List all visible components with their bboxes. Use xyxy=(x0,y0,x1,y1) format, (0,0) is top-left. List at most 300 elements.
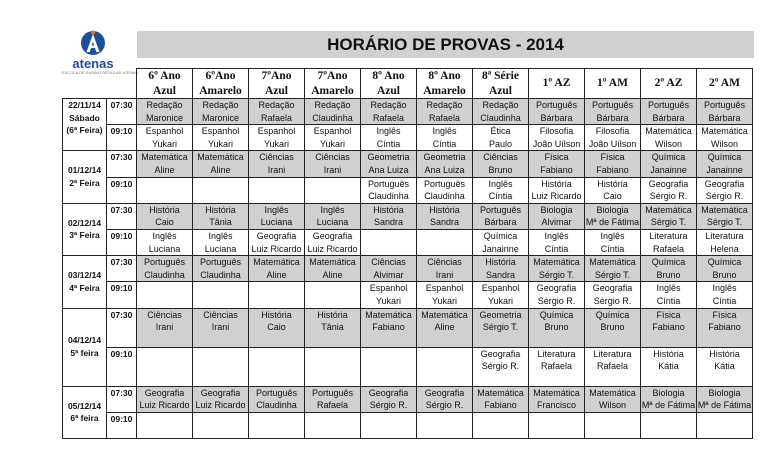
exam-teacher: Aline xyxy=(266,269,287,280)
exam-teacher: Cíntia xyxy=(544,243,569,254)
exam-subject: Inglês xyxy=(432,126,457,137)
exam-cell xyxy=(697,125,753,151)
exam-teacher: Irani xyxy=(211,322,230,333)
exam-cell xyxy=(193,282,249,308)
exam-subject: Ciências xyxy=(203,309,238,320)
exam-teacher: Bruno xyxy=(600,322,625,333)
exam-subject: Matemática xyxy=(477,387,524,398)
exam-subject: Geografia xyxy=(536,283,577,294)
exam-subject: Português xyxy=(647,100,690,110)
exam-cell xyxy=(529,99,585,125)
exam-teacher: Bruno xyxy=(544,322,569,333)
time-slot: 09:10 xyxy=(107,412,137,438)
column-header-line: 8º Ano xyxy=(428,70,461,82)
column-header xyxy=(641,69,697,99)
exam-subject: História xyxy=(149,204,180,215)
exam-teacher: Sérgio R. xyxy=(425,400,464,411)
exam-subject: Química xyxy=(651,257,686,268)
exam-subject: Geografia xyxy=(424,387,465,398)
exam-teacher: Sandra xyxy=(485,269,516,280)
column-header-line: 7ºAno xyxy=(317,70,348,82)
exam-subject: História xyxy=(709,348,740,359)
exam-cell xyxy=(529,151,585,177)
schedule-row xyxy=(63,99,753,125)
column-header xyxy=(361,69,417,99)
exam-teacher: Mª de Fátima xyxy=(697,400,752,411)
exam-cell xyxy=(417,256,473,282)
exam-subject: Português xyxy=(703,100,746,110)
exam-teacher: Paulo xyxy=(488,138,513,149)
exam-subject: Biologia xyxy=(596,204,629,215)
column-header xyxy=(137,69,193,99)
exam-subject: Português xyxy=(423,178,466,189)
time-slot: 07:30 xyxy=(107,308,137,347)
exam-cell xyxy=(305,308,361,347)
exam-cell xyxy=(473,151,529,177)
day-label-line: 4ª Feira xyxy=(69,282,100,293)
exam-subject: Matemática xyxy=(701,126,748,137)
exam-teacher: Luiz Ricardo xyxy=(195,400,246,411)
exam-teacher: Aline xyxy=(322,269,343,280)
exam-teacher: Sérgio T. xyxy=(538,269,575,280)
exam-subject: Ciências xyxy=(371,257,406,268)
exam-subject: Redação xyxy=(258,100,295,110)
exam-teacher: Claudinha xyxy=(424,191,465,202)
exam-teacher: Sérgio R. xyxy=(593,295,632,306)
exam-cell xyxy=(697,151,753,177)
day-label-line: 01/12/14 xyxy=(67,165,102,176)
exam-cell xyxy=(641,229,697,255)
exam-cell xyxy=(417,203,473,229)
exam-teacher: Cíntia xyxy=(488,191,513,202)
exam-cell xyxy=(585,308,641,347)
exam-cell xyxy=(529,308,585,347)
exam-subject: Espanhol xyxy=(369,283,408,294)
exam-subject: Inglês xyxy=(488,178,513,189)
exam-cell xyxy=(193,256,249,282)
column-header-line: 8º Ano xyxy=(372,70,405,82)
exam-subject: Inglês xyxy=(320,204,345,215)
column-header xyxy=(305,69,361,99)
exam-cell xyxy=(417,229,473,255)
schedule-row xyxy=(63,229,753,255)
exam-teacher: Rafaela xyxy=(540,361,573,372)
time-slot: 09:10 xyxy=(107,282,137,308)
exam-subject: Química xyxy=(707,257,742,268)
day-label-line: 5ª feira xyxy=(70,348,99,358)
exam-subject: Geografia xyxy=(704,178,745,189)
exam-subject: Matemática xyxy=(309,257,356,268)
exam-teacher: Sérgio T. xyxy=(594,269,631,280)
exam-cell xyxy=(137,125,193,151)
exam-cell xyxy=(697,99,753,125)
exam-cell xyxy=(529,177,585,203)
exam-cell xyxy=(249,412,305,438)
corner-cell xyxy=(107,69,137,99)
exam-subject: Química xyxy=(483,230,518,241)
exam-cell xyxy=(305,256,361,282)
exam-cell xyxy=(641,412,697,438)
column-header-line: 6º Ano xyxy=(148,70,181,82)
exam-cell xyxy=(193,412,249,438)
exam-cell xyxy=(305,386,361,412)
exam-cell xyxy=(473,177,529,203)
exam-subject: Matemática xyxy=(197,152,244,163)
exam-subject: Química xyxy=(707,152,742,163)
exam-teacher: Caio xyxy=(267,322,286,333)
exam-teacher: Claudinha xyxy=(480,112,521,123)
exam-cell xyxy=(361,347,417,386)
exam-cell xyxy=(193,308,249,347)
exam-subject: Matemática xyxy=(533,387,580,398)
exam-subject: Geografia xyxy=(256,230,297,241)
exam-subject: Ciências xyxy=(147,309,182,320)
exam-subject: Literatura xyxy=(705,230,744,241)
exam-teacher: Tânia xyxy=(209,217,232,228)
exam-teacher: Luciana xyxy=(260,217,293,228)
schedule-row xyxy=(63,308,753,347)
day-label xyxy=(63,308,107,386)
exam-cell xyxy=(361,125,417,151)
exam-subject: Redação xyxy=(146,100,183,110)
exam-teacher: Janainne xyxy=(482,243,519,254)
exam-subject: Filosofia xyxy=(539,126,574,137)
exam-subject: História xyxy=(597,178,628,189)
column-header xyxy=(585,69,641,99)
schedule-body xyxy=(63,99,753,439)
exam-teacher: Rafaela xyxy=(652,243,685,254)
exam-cell xyxy=(641,256,697,282)
exam-teacher: Fabiano xyxy=(596,164,629,175)
exam-subject: Literatura xyxy=(537,348,576,359)
exam-cell xyxy=(193,151,249,177)
exam-teacher: Wilson xyxy=(598,400,626,411)
exam-subject: Ciências xyxy=(427,257,462,268)
exam-subject: Ciências xyxy=(259,152,294,163)
logo-tagline: ESCOLA DE ENSINO REGULAR ATENAS xyxy=(62,70,139,75)
exam-teacher: Rafaela xyxy=(372,112,405,123)
exam-teacher: Kátia xyxy=(658,361,679,372)
exam-teacher: Bárbara xyxy=(652,112,685,123)
column-header-line: Azul xyxy=(489,84,512,97)
column-header-line: 1º AZ xyxy=(542,77,571,90)
exam-cell xyxy=(417,177,473,203)
exam-cell xyxy=(529,282,585,308)
exam-cell xyxy=(585,256,641,282)
page-title: HORÁRIO DE PROVAS - 2014 xyxy=(137,31,754,58)
exam-subject: Literatura xyxy=(593,348,632,359)
exam-subject: Geometria xyxy=(479,309,522,320)
exam-cell xyxy=(249,386,305,412)
column-header-line: 7ºAno xyxy=(261,70,292,82)
exam-teacher: Yukari xyxy=(431,295,457,306)
exam-cell xyxy=(417,282,473,308)
exam-cell xyxy=(417,412,473,438)
exam-teacher: Bárbara xyxy=(596,112,629,123)
exam-cell xyxy=(305,282,361,308)
exam-teacher: Tânia xyxy=(321,322,344,333)
exam-cell xyxy=(473,229,529,255)
exam-teacher: Claudinha xyxy=(200,269,241,280)
exam-subject: Português xyxy=(367,178,410,189)
exam-subject: Inglês xyxy=(264,204,289,215)
schedule-row xyxy=(63,203,753,229)
column-header xyxy=(249,69,305,99)
exam-subject: Geografia xyxy=(368,387,409,398)
exam-cell xyxy=(529,256,585,282)
day-label-line: 22/11/14 xyxy=(68,100,101,110)
exam-subject: Português xyxy=(479,204,522,215)
exam-teacher: Sérgio R. xyxy=(705,191,744,202)
schedule-row xyxy=(63,386,753,412)
exam-subject: Matemática xyxy=(253,257,300,268)
column-header-line: 1º AM xyxy=(597,77,628,90)
day-label xyxy=(63,99,107,151)
exam-cell xyxy=(697,229,753,255)
exam-cell xyxy=(137,229,193,255)
exam-cell xyxy=(193,99,249,125)
header-row xyxy=(63,69,753,99)
exam-cell xyxy=(193,347,249,386)
exam-teacher: Ana Luiza xyxy=(424,164,465,175)
exam-teacher: Sérgio T. xyxy=(650,217,687,228)
exam-subject: Espanhol xyxy=(145,126,184,137)
column-header-line: 6ºAno xyxy=(205,70,236,82)
time-slot: 09:10 xyxy=(107,125,137,151)
exam-teacher: Sérgio R. xyxy=(649,191,688,202)
exam-cell xyxy=(361,256,417,282)
exam-subject: Redação xyxy=(314,100,351,110)
exam-cell xyxy=(417,386,473,412)
exam-subject: Geografia xyxy=(200,387,241,398)
exam-teacher: Yukari xyxy=(487,295,513,306)
exam-cell xyxy=(137,282,193,308)
exam-teacher: Alvimar xyxy=(541,217,572,228)
time-slot: 07:30 xyxy=(107,386,137,412)
exam-teacher: Luciana xyxy=(148,243,181,254)
exam-teacher: Claudinha xyxy=(312,112,353,123)
exam-cell xyxy=(473,256,529,282)
exam-teacher: Ana Luiza xyxy=(368,164,409,175)
exam-cell xyxy=(473,125,529,151)
exam-subject: Português xyxy=(199,257,242,268)
schedule-row xyxy=(63,256,753,282)
exam-cell xyxy=(361,282,417,308)
exam-cell xyxy=(137,203,193,229)
exam-cell xyxy=(361,203,417,229)
exam-teacher: João Uílson xyxy=(532,138,581,149)
exam-cell xyxy=(305,125,361,151)
exam-teacher: Aline xyxy=(210,164,231,175)
exam-subject: História xyxy=(485,257,516,268)
exam-cell xyxy=(641,347,697,386)
column-header-line: Amarelo xyxy=(199,84,242,97)
exam-teacher: João Uílson xyxy=(588,138,637,149)
exam-subject: Matemática xyxy=(645,204,692,215)
exam-cell xyxy=(585,282,641,308)
time-slot: 07:30 xyxy=(107,203,137,229)
exam-teacher: Irani xyxy=(155,322,174,333)
exam-subject: Ética xyxy=(490,126,511,137)
exam-teacher: Bárbara xyxy=(484,217,517,228)
exam-teacher: Fabiano xyxy=(708,322,741,333)
exam-subject: Redação xyxy=(426,100,463,110)
time-slot: 09:10 xyxy=(107,229,137,255)
exam-subject: História xyxy=(373,204,404,215)
exam-cell xyxy=(305,229,361,255)
exam-cell xyxy=(697,256,753,282)
column-header-line: Amarelo xyxy=(423,84,466,97)
exam-cell xyxy=(305,203,361,229)
exam-teacher: Luciana xyxy=(316,217,349,228)
exam-teacher: Rafaela xyxy=(596,361,629,372)
exam-teacher: Irani xyxy=(435,269,454,280)
exam-cell xyxy=(585,412,641,438)
exam-cell xyxy=(641,203,697,229)
exam-teacher: Rafaela xyxy=(260,112,293,123)
exam-cell xyxy=(697,282,753,308)
exam-cell xyxy=(249,256,305,282)
exam-subject: Ciências xyxy=(315,152,350,163)
exam-cell xyxy=(361,151,417,177)
exam-subject: Física xyxy=(600,152,625,163)
exam-subject: Biologia xyxy=(540,204,573,215)
column-header-line: 2º AM xyxy=(709,77,740,90)
exam-cell xyxy=(193,386,249,412)
exam-teacher: Sérgio R. xyxy=(537,295,576,306)
exam-cell xyxy=(137,347,193,386)
exam-teacher: Alvimar xyxy=(373,269,404,280)
day-label-line: 3ª Feira xyxy=(69,230,100,241)
exam-teacher: Sérgio R. xyxy=(369,400,408,411)
exam-cell xyxy=(697,412,753,438)
column-header-line: Azul xyxy=(265,84,288,97)
exam-subject: Matemática xyxy=(645,126,692,137)
schedule-row xyxy=(63,151,753,177)
exam-cell xyxy=(529,412,585,438)
exam-teacher: Cíntia xyxy=(656,295,681,306)
exam-subject: Física xyxy=(712,309,737,320)
exam-cell xyxy=(137,412,193,438)
exam-teacher: Mª de Fátima xyxy=(641,400,696,411)
exam-subject: Matemática xyxy=(421,309,468,320)
exam-subject: Redação xyxy=(202,100,239,110)
day-label-line: 05/12/14 xyxy=(67,400,102,411)
corner-cell xyxy=(63,69,107,99)
column-header xyxy=(417,69,473,99)
exam-subject: Biologia xyxy=(652,387,685,398)
column-header-line: 8ª Série xyxy=(482,70,519,82)
exam-cell xyxy=(641,151,697,177)
exam-cell xyxy=(361,177,417,203)
exam-subject: Espanhol xyxy=(201,126,240,137)
exam-cell xyxy=(249,347,305,386)
time-slot: 07:30 xyxy=(107,151,137,177)
exam-teacher: Yukari xyxy=(263,138,289,149)
exam-subject: Geografia xyxy=(312,230,353,241)
exam-cell xyxy=(473,347,529,386)
exam-teacher: Helena xyxy=(710,243,739,254)
exam-teacher: Maronice xyxy=(145,112,183,123)
time-slot: 09:10 xyxy=(107,347,137,386)
exam-cell xyxy=(529,125,585,151)
exam-cell xyxy=(249,151,305,177)
schedule-row xyxy=(63,177,753,203)
exam-subject: Matemática xyxy=(141,152,188,163)
exam-cell xyxy=(137,256,193,282)
exam-teacher: Claudinha xyxy=(256,400,297,411)
column-header xyxy=(193,69,249,99)
exam-cell xyxy=(305,151,361,177)
exam-teacher: Luiz Ricardo xyxy=(531,191,582,202)
exam-subject: Espanhol xyxy=(425,283,464,294)
exam-teacher: Cíntia xyxy=(712,295,737,306)
exam-teacher: Bruno xyxy=(712,269,737,280)
exam-teacher: Bruno xyxy=(656,269,681,280)
exam-cell xyxy=(249,308,305,347)
column-header-line: Azul xyxy=(377,84,400,97)
day-label-line: Sábado xyxy=(69,112,100,123)
column-header-line: Azul xyxy=(153,84,176,97)
exam-subject: Física xyxy=(656,309,681,320)
exam-subject: Espanhol xyxy=(313,126,352,137)
exam-subject: Inglês xyxy=(656,283,681,294)
exam-subject: Geometria xyxy=(423,152,466,163)
exam-subject: Inglês xyxy=(544,230,569,241)
exam-cell xyxy=(529,229,585,255)
exam-subject: Geometria xyxy=(367,152,410,163)
exam-teacher: Sandra xyxy=(429,217,460,228)
exam-cell xyxy=(193,125,249,151)
exam-cell xyxy=(641,282,697,308)
exam-subject: História xyxy=(317,309,348,320)
exam-subject: Matemática xyxy=(589,387,636,398)
exam-cell xyxy=(473,203,529,229)
exam-teacher: Bárbara xyxy=(540,112,573,123)
exam-cell xyxy=(585,347,641,386)
exam-cell xyxy=(697,308,753,347)
exam-teacher: Wilson xyxy=(710,138,738,149)
exam-subject: História xyxy=(261,309,292,320)
exam-cell xyxy=(249,203,305,229)
column-header-line: 2º AZ xyxy=(654,77,683,90)
exam-subject: Química xyxy=(651,152,686,163)
day-label-line: (6ª Feira) xyxy=(66,125,103,136)
exam-cell xyxy=(585,151,641,177)
exam-cell xyxy=(137,308,193,347)
column-header xyxy=(529,69,585,99)
day-label-line: 6ª feira xyxy=(70,413,99,424)
exam-cell xyxy=(249,282,305,308)
atenas-logo-icon xyxy=(80,30,106,57)
exam-subject: Português xyxy=(591,100,634,110)
exam-cell xyxy=(361,229,417,255)
exam-subject: Química xyxy=(539,309,574,320)
schedule-row xyxy=(63,347,753,386)
exam-teacher: Fabiano xyxy=(484,400,517,411)
exam-teacher: Rafaela xyxy=(428,112,461,123)
exam-subject: História xyxy=(541,178,572,189)
column-header xyxy=(473,69,529,99)
exam-teacher: Janainne xyxy=(706,164,743,175)
exam-teacher: Irani xyxy=(267,164,286,175)
exam-cell xyxy=(137,151,193,177)
time-slot: 07:30 xyxy=(107,256,137,282)
exam-subject: Português xyxy=(311,387,354,398)
day-label-line: 2ª Feira xyxy=(69,178,100,189)
exam-cell xyxy=(585,229,641,255)
exam-subject: História xyxy=(429,204,460,215)
